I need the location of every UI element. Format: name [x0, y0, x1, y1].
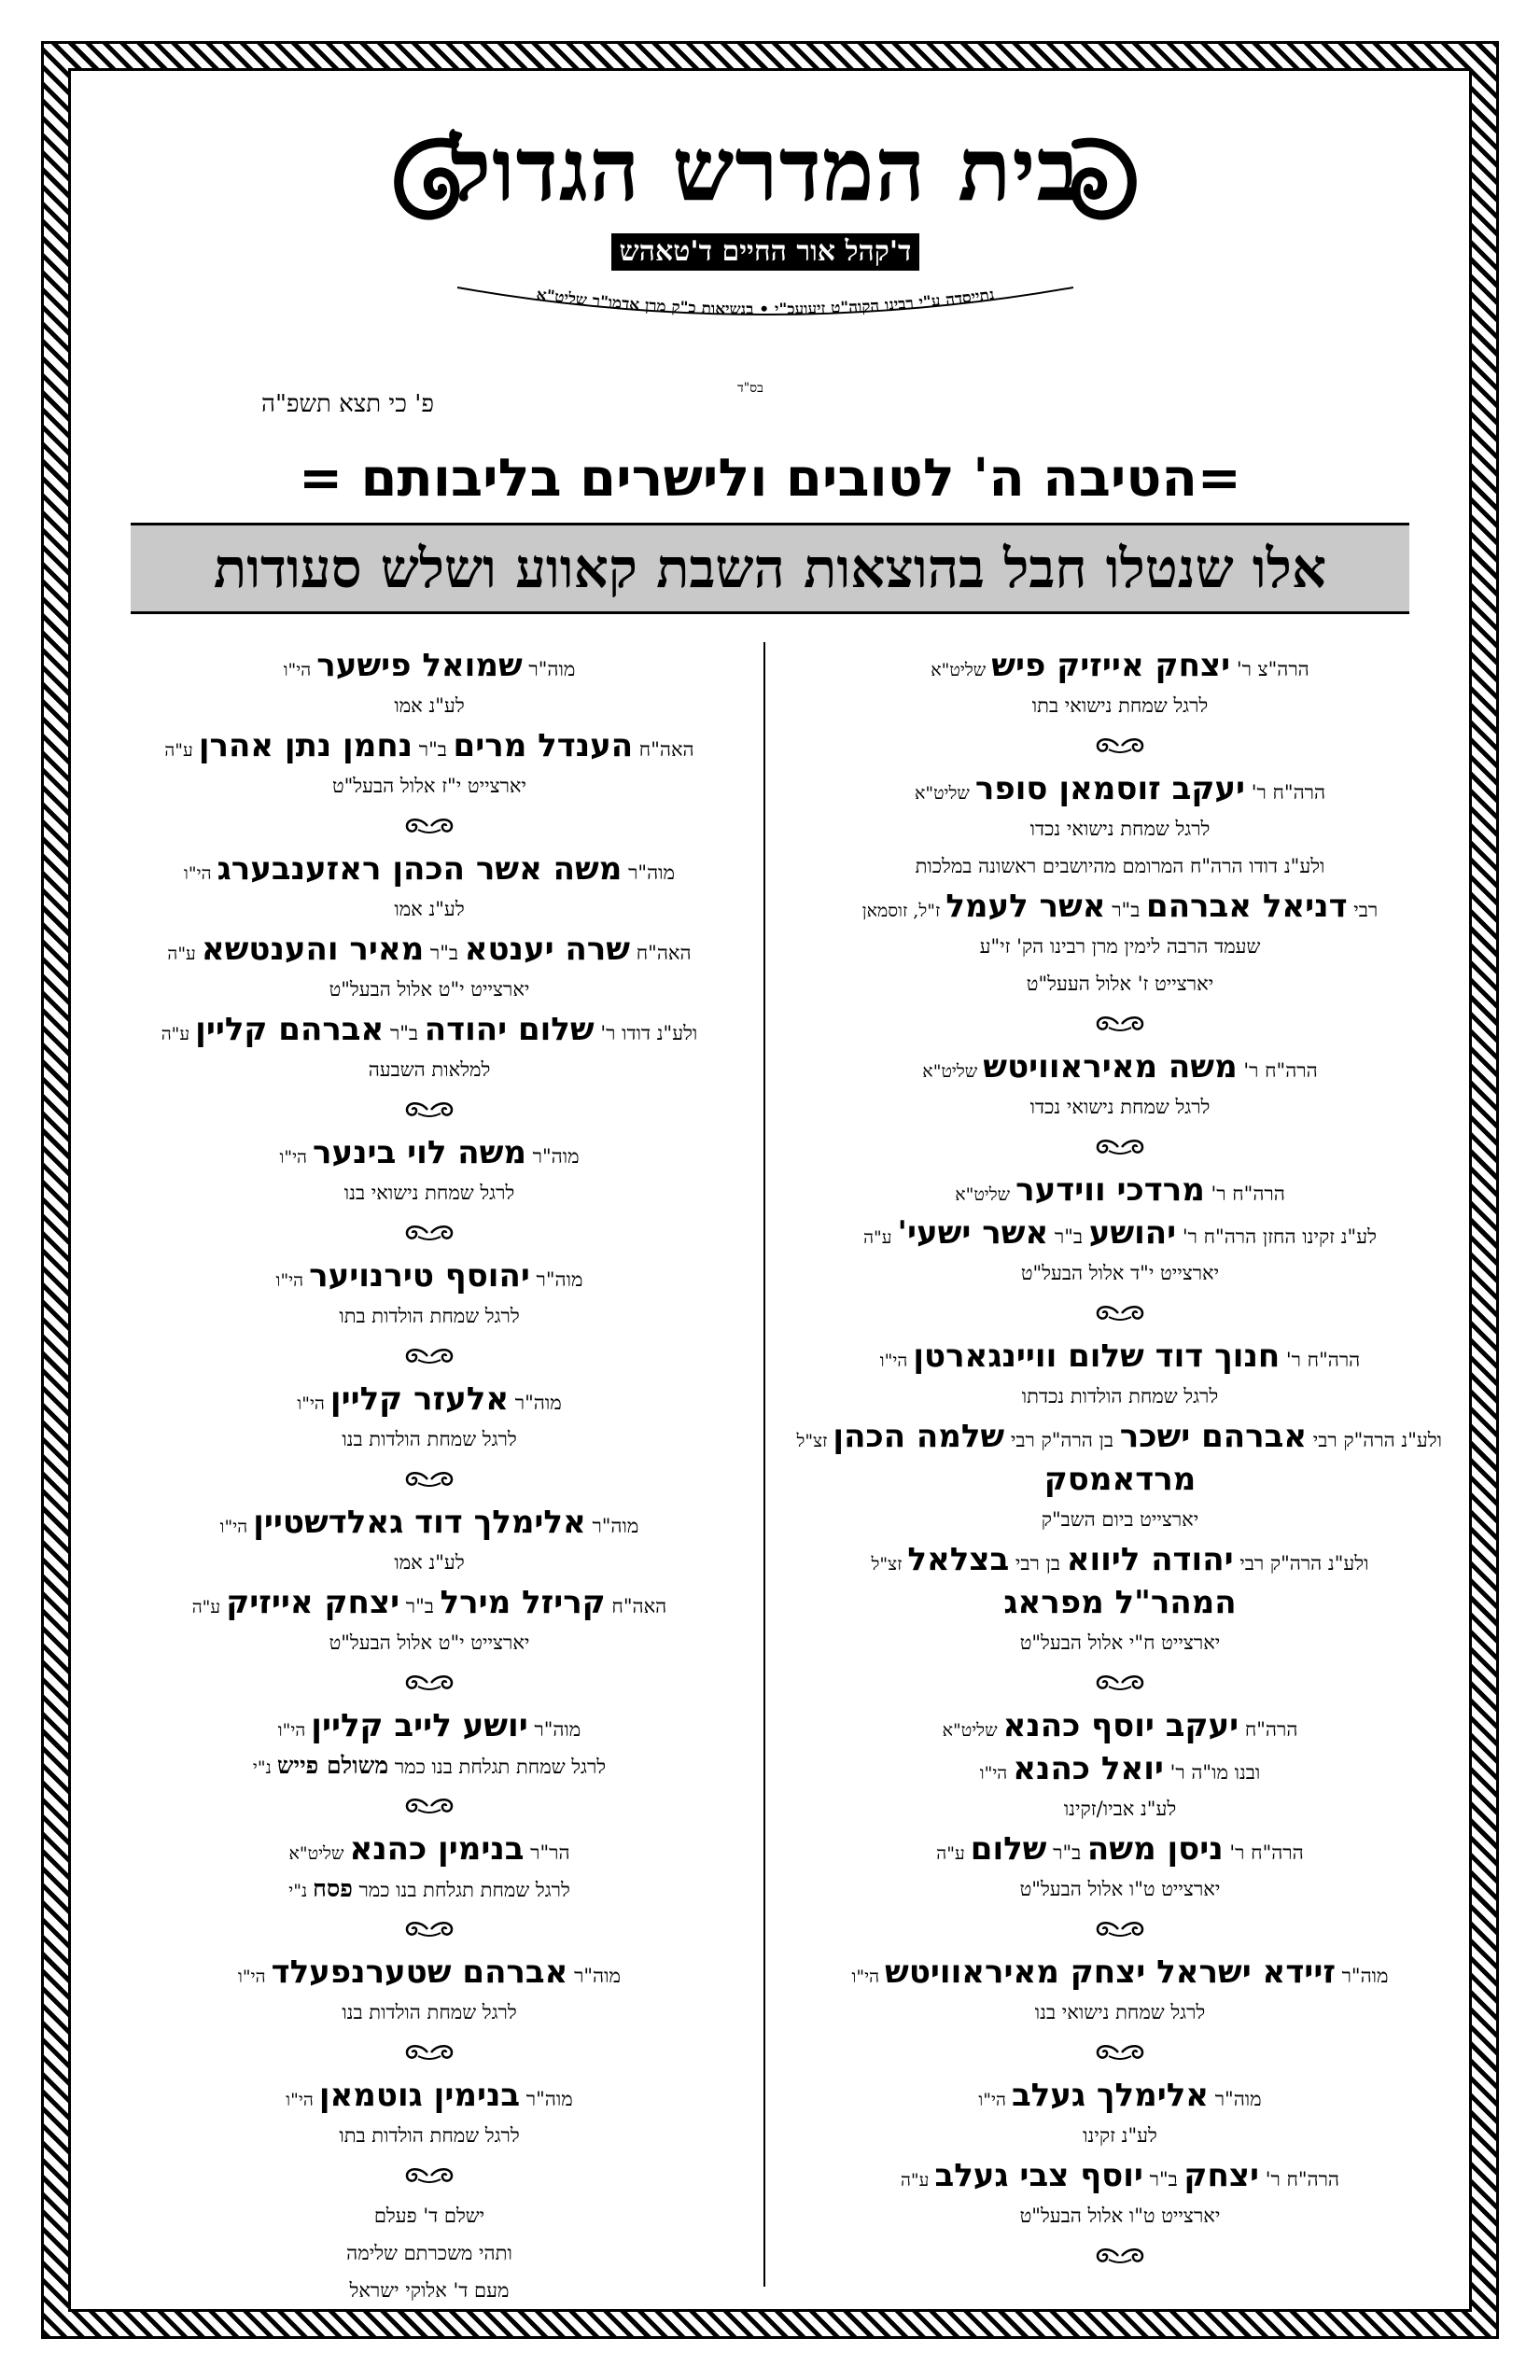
- entry-title: הרה"ח ר': [1280, 1349, 1361, 1371]
- entry-name: אלעזר קליין: [329, 1380, 510, 1418]
- entry-suffix: ע"ה: [900, 2170, 935, 2191]
- entry-suffix: ע"ה: [164, 740, 199, 761]
- entry-title: מוה"ר: [520, 2088, 573, 2110]
- entry-note: לרגל שמחת נישואי בנו: [1034, 2001, 1206, 2023]
- entry-occasion: [107, 1747, 751, 1785]
- occasion-child-name: משולם פייש: [276, 1752, 389, 1779]
- entry-note: לע"נ אמו: [394, 694, 465, 717]
- entry-suffix: הי"ו: [978, 2090, 1012, 2110]
- entry-note: ולע"נ דודו הרה"ח המרומם מהיושבים ראשונה במלכות: [915, 855, 1325, 877]
- entry-name: יצחק אייזיק פיש: [991, 647, 1231, 684]
- entry-name-2: נחמן נתן אהרן: [198, 727, 413, 764]
- donor-entry: [107, 1581, 751, 1624]
- entry-title: מוה"ר: [529, 1268, 583, 1291]
- entry-title: הרה"ח: [1239, 1718, 1298, 1741]
- donor-entry: [798, 1211, 1442, 1254]
- entry-suffix: זצ"ל: [871, 1554, 908, 1575]
- entry-note: לע"נ אביו/זקינו: [1063, 1798, 1177, 1820]
- donor-entry: [798, 1827, 1442, 1870]
- entry-place-name: מרדאמסק: [1043, 1461, 1197, 1498]
- parsha-date: פ' כי תצא תשפ"ה: [261, 390, 434, 418]
- entry-note: יארצייט י"ז אלול הבעל"ט: [331, 775, 527, 797]
- entry-name: שרה יענטא: [464, 931, 631, 968]
- entry-suffix: הי"ו: [275, 1270, 310, 1291]
- entry-name-2: אברהם קליין: [195, 1011, 385, 1048]
- entry-suffix: ע"ה: [863, 1227, 898, 1248]
- divider-ornament-icon: [798, 1908, 1442, 1951]
- divider-ornament-icon: [798, 1661, 1442, 1704]
- donor-entry: [107, 1008, 751, 1051]
- divider-ornament-icon: [107, 1211, 751, 1254]
- entry-name: אברהם ישכר: [1119, 1418, 1308, 1455]
- donor-entry: [107, 847, 751, 890]
- entry-name: קריזל מירל: [440, 1584, 606, 1621]
- entry-suffix: ע"ה: [936, 1843, 971, 1864]
- entry-suffix: זצ"ל: [796, 1431, 833, 1451]
- entry-connector: בן רבי: [1009, 1552, 1067, 1575]
- entry-name: משה אשר הכהן ראזענבערג: [217, 850, 623, 888]
- entry-connector: ב"ר: [424, 942, 465, 964]
- divider-ornament-icon: [107, 2154, 751, 2197]
- entry-suffix: הי"ו: [879, 1351, 914, 1371]
- entry-title: לע"נ זקינו החזן הרה"ח ר': [1176, 1225, 1377, 1248]
- divider-ornament-icon: [107, 1908, 751, 1951]
- donor-entry: [107, 928, 751, 971]
- donor-entry: [107, 724, 751, 767]
- entry-name: יהושע: [1088, 1214, 1177, 1252]
- entry-note: לרגל שמחת הולדות נכדתו: [1021, 1385, 1219, 1407]
- entry-suffix: הי"ו: [277, 1720, 312, 1741]
- entry-name: חנוך דוד שלום וויינגארטן: [913, 1337, 1281, 1375]
- donor-entry: [107, 1827, 751, 1870]
- entry-place: [798, 1458, 1442, 1501]
- donor-entry: [798, 767, 1442, 810]
- entry-note: לרגל שמחת הולדות בנו: [342, 2001, 517, 2023]
- entry-note: לרגל שמחת נישואי נכדו: [1029, 818, 1211, 840]
- divider-ornament-icon: [107, 1458, 751, 1501]
- banner-heading: אלו שנטלו חבל בהוצאות השבת קאווע ושלש סעודות: [131, 523, 1409, 614]
- entry-name: ניסן משה: [1086, 1830, 1224, 1868]
- entry-suffix: הי"ו: [238, 1967, 272, 1987]
- donor-entry: [107, 2074, 751, 2117]
- entry-name-2: שלום: [970, 1830, 1047, 1868]
- entry-name: בנימין גוטמאן: [318, 2077, 521, 2114]
- divider-ornament-icon: [798, 1292, 1442, 1335]
- donor-entry: [107, 1501, 751, 1544]
- entry-suffix: הי"ו: [286, 2090, 319, 2110]
- donor-entry: [798, 1704, 1442, 1747]
- entry-title: הרה"ח ר': [1245, 781, 1326, 804]
- entry-name: יעקב זוסמאן סופר: [974, 770, 1246, 807]
- entry-place: [798, 1581, 1442, 1624]
- entry-title: ולע"נ הרה"ק רבי: [1307, 1429, 1442, 1451]
- entry-name: משה מאיראוויטש: [983, 1048, 1238, 1085]
- entry-note: יארצייט י"ט אלול הבעל"ט: [329, 978, 530, 1001]
- entry-suffix: שליט"א: [914, 783, 975, 804]
- logo-title: בית המדרש הגדול: [450, 119, 1081, 220]
- donor-entry: [798, 2074, 1442, 2117]
- entry-name: יהודה ליווא: [1066, 1541, 1234, 1578]
- divider-ornament-icon: [798, 1002, 1442, 1045]
- entry-name-2: יוסף צבי געלב: [934, 2157, 1143, 2194]
- entry-name-2: יצחק אייזיק: [226, 1584, 400, 1621]
- entry-name-2: מאיר והענטשא: [201, 931, 425, 968]
- svg-text:נתייסדה ע"י רבינו הקוה"ט זיעוע: נתייסדה ע"י רבינו הקוה"ט זיעועכ"י • בנשיאות כ"ק מרן אדמו"ר שליט"א: [535, 286, 996, 320]
- entry-note: יארצייט י"ט אלול הבעל"ט: [329, 1631, 530, 1654]
- divider-ornament-icon: [798, 1126, 1442, 1169]
- entry-note: ישלם ד' פעלם: [373, 2205, 485, 2227]
- entry-title: האה"ח: [605, 1595, 667, 1617]
- occasion-text: לרגל שמחת תגלחת בנו כמר: [388, 1756, 607, 1778]
- entry-connector: ב"ר: [413, 738, 454, 761]
- entry-note: ותהי משכרתם שלימה: [346, 2242, 512, 2264]
- entry-title: האה"ח: [630, 942, 692, 964]
- entry-title: מוה"ר: [509, 1392, 562, 1414]
- donor-entry: [798, 1415, 1442, 1458]
- entry-note: יארצייט ח"י אלול הבעל"ט: [1019, 1631, 1221, 1654]
- entry-title: הרה"ח ר': [1223, 1841, 1304, 1864]
- entry-title: רבי: [1347, 899, 1379, 921]
- entry-title: הרה"ח ר': [1259, 2168, 1340, 2191]
- entry-title: הרה"ח ר': [1237, 1059, 1318, 1082]
- entry-place-name: המהר"ל מפראג: [1003, 1584, 1237, 1621]
- entry-title: מוה"ר: [527, 1718, 581, 1741]
- entry-note: יארצייט ט"ו אלול הבעל"ט: [1019, 2205, 1221, 2227]
- entry-connector: ב"ר: [399, 1595, 441, 1617]
- entry-title: ולע"נ דודו ר': [594, 1022, 698, 1044]
- divider-ornament-icon: [798, 2031, 1442, 2074]
- entry-name: יצחק: [1183, 2157, 1260, 2194]
- bsd-mark: בס"ד: [737, 381, 763, 396]
- entry-title: מוה"ר: [622, 861, 675, 884]
- donor-entry: [107, 1951, 751, 1994]
- entry-connector: ב"ר: [1105, 899, 1147, 921]
- entry-note: יארצייט י"ד אלול הבעל"ט: [1020, 1262, 1220, 1284]
- entry-name: שמואל פישער: [316, 647, 523, 684]
- entry-connector: בן הרה"ק רבי: [1004, 1429, 1120, 1451]
- entry-name: יהוסף טירנויער: [309, 1257, 530, 1295]
- entry-title: האה"ח: [633, 738, 694, 761]
- entry-connector: ב"ר: [1142, 2168, 1184, 2191]
- entry-title: הרה"צ ר': [1230, 658, 1309, 680]
- entry-title: ובנו מו"ה ר': [1163, 1761, 1261, 1784]
- entry-title: הרה"ח ר': [1204, 1183, 1285, 1205]
- entry-connector: ב"ר: [1048, 1225, 1089, 1248]
- entry-name: יושע לייב קליין: [311, 1707, 528, 1744]
- entry-name: הענדל מרים: [453, 727, 634, 764]
- donor-entry: [798, 1169, 1442, 1211]
- entry-suffix: הי"ו: [297, 1393, 330, 1414]
- entry-title: מוה"ר: [1335, 1965, 1389, 1987]
- donor-entry: [798, 1045, 1442, 1088]
- entry-suffix: שליט"א: [922, 1061, 984, 1082]
- entry-note: יארצייט ט"ו אלול הבעל"ט: [1019, 1878, 1221, 1900]
- entry-note: למלאות השבעה: [368, 1058, 491, 1081]
- divider-ornament-icon: [107, 1785, 751, 1827]
- donor-entry: [107, 1131, 751, 1174]
- divider-ornament-icon: [107, 1661, 751, 1704]
- logo-band: ד'קהל אור החיים ד'טאהש: [611, 233, 919, 271]
- entry-title: מוה"ר: [1209, 2088, 1262, 2110]
- entry-note: לרגל שמחת נישואי נכדו: [1029, 1096, 1211, 1118]
- entry-note: לרגל שמחת הולדות בתו: [339, 1305, 520, 1327]
- verse-heading: =הטיבה ה' לטובים ולישרים בליבותם =: [299, 448, 1241, 509]
- entry-note: לע"נ אמו: [394, 898, 465, 920]
- entry-title: מוה"ר: [585, 1515, 639, 1537]
- entry-suffix: הי"ו: [283, 660, 317, 680]
- entry-suffix: הי"ו: [979, 1763, 1014, 1784]
- entry-note: לרגל שמחת הולדות בנו: [342, 1428, 517, 1450]
- entry-note: מעם ד' אלוקי ישראל: [349, 2279, 510, 2302]
- entry-name: מרדכי ווידער: [1015, 1171, 1205, 1209]
- entry-name: יעקב יוסף כהנא: [1002, 1707, 1239, 1744]
- occasion-suffix: נ"י: [288, 1881, 314, 1901]
- entry-connector: ב"ר: [384, 1022, 425, 1044]
- occasion-child-name: פסח: [313, 1875, 353, 1902]
- entry-connector: ב"ר: [1046, 1841, 1087, 1864]
- entry-suffix: ז"ל, זוסמאן: [861, 901, 946, 921]
- entry-note: לרגל שמחת נישואי בתו: [1031, 694, 1209, 717]
- entry-title: הר"ר: [524, 1841, 570, 1864]
- entry-title: מוה"ר: [522, 658, 576, 680]
- occasion-text: לרגל שמחת תגלחת בנו כמר: [352, 1879, 570, 1901]
- entry-name: אברהם שטערנפעלד: [271, 1953, 568, 1991]
- donor-entry: [107, 1254, 751, 1297]
- entry-suffix: הי"ו: [279, 1147, 314, 1168]
- entry-note: יארצייט ז' אלול העעל"ט: [1026, 973, 1214, 995]
- donor-entry: [107, 1378, 751, 1421]
- divider-ornament-icon: [107, 805, 751, 847]
- occasion-suffix: נ"י: [252, 1757, 277, 1778]
- entry-suffix: הי"ו: [219, 1517, 254, 1537]
- entry-suffix: הי"ו: [184, 863, 217, 884]
- entry-note: לע"נ אמו: [394, 1551, 465, 1574]
- donor-entry: [798, 2154, 1442, 2197]
- entry-suffix: הי"ו: [851, 1967, 886, 1987]
- right-column: [798, 644, 1442, 2277]
- entry-name: יואל כהנא: [1013, 1750, 1164, 1787]
- donor-entry: [798, 885, 1442, 928]
- entry-suffix: ע"ה: [161, 1024, 196, 1044]
- column-divider: [763, 642, 765, 2287]
- entry-name: משה לוי בינער: [313, 1134, 526, 1171]
- entry-suffix: שליט"א: [288, 1843, 350, 1864]
- divider-ornament-icon: [107, 1088, 751, 1131]
- entry-name: אלימלך דוד גאלדשטיין: [253, 1504, 586, 1541]
- left-column: [107, 644, 751, 2309]
- donor-entry: [798, 1538, 1442, 1581]
- entry-name: בנימין כהנא: [349, 1830, 525, 1868]
- divider-ornament-icon: [798, 2234, 1442, 2277]
- divider-ornament-icon: [798, 724, 1442, 767]
- divider-ornament-icon: [107, 1335, 751, 1378]
- entry-note: לרגל שמחת הולדות בתו: [339, 2124, 520, 2147]
- entry-title: ולע"נ הרה"ק רבי: [1233, 1552, 1369, 1575]
- entry-title: מוה"ר: [525, 1145, 580, 1168]
- entry-note: לרגל שמחת נישואי בנו: [343, 1182, 515, 1204]
- entry-note: יארצייט ביום השב"ק: [1041, 1508, 1199, 1531]
- divider-ornament-icon: [107, 2031, 751, 2074]
- entry-suffix: שליט"א: [942, 1720, 1003, 1741]
- donor-entry: [798, 1951, 1442, 1994]
- entry-name-2: אשר ישעי': [897, 1214, 1049, 1252]
- entry-name-2: שלמה הכהן: [833, 1418, 1005, 1455]
- logo-arc-text: [448, 276, 1083, 332]
- entry-title: מוה"ר: [567, 1965, 621, 1987]
- donor-entry: [107, 644, 751, 687]
- donor-entry: [107, 1704, 751, 1747]
- entry-name-2: בצלאל: [907, 1541, 1010, 1578]
- entry-name: אלימלך געלב: [1011, 2077, 1210, 2114]
- entry-name-2: אשר לעמל: [945, 888, 1106, 925]
- entry-name: זיידא ישראל יצחק מאיראוויטש: [885, 1953, 1336, 1991]
- entry-occasion: [107, 1870, 751, 1908]
- donor-entry: [798, 1747, 1442, 1790]
- logo: [392, 110, 1139, 334]
- entry-suffix: שליט"א: [931, 660, 992, 680]
- entry-suffix: ע"ה: [167, 944, 202, 964]
- entry-suffix: שליט"א: [955, 1184, 1016, 1205]
- entry-name: דניאל אברהם: [1146, 888, 1348, 925]
- donor-entry: [798, 1335, 1442, 1378]
- entry-suffix: ע"ה: [191, 1597, 227, 1617]
- entry-name: שלום יהודה: [424, 1011, 595, 1048]
- donor-entry: [798, 644, 1442, 687]
- entry-note: לע"נ זקינו: [1083, 2124, 1157, 2147]
- entry-note: שעמד הרבה לימין מרן רבינו הק' זי"ע: [979, 935, 1261, 958]
